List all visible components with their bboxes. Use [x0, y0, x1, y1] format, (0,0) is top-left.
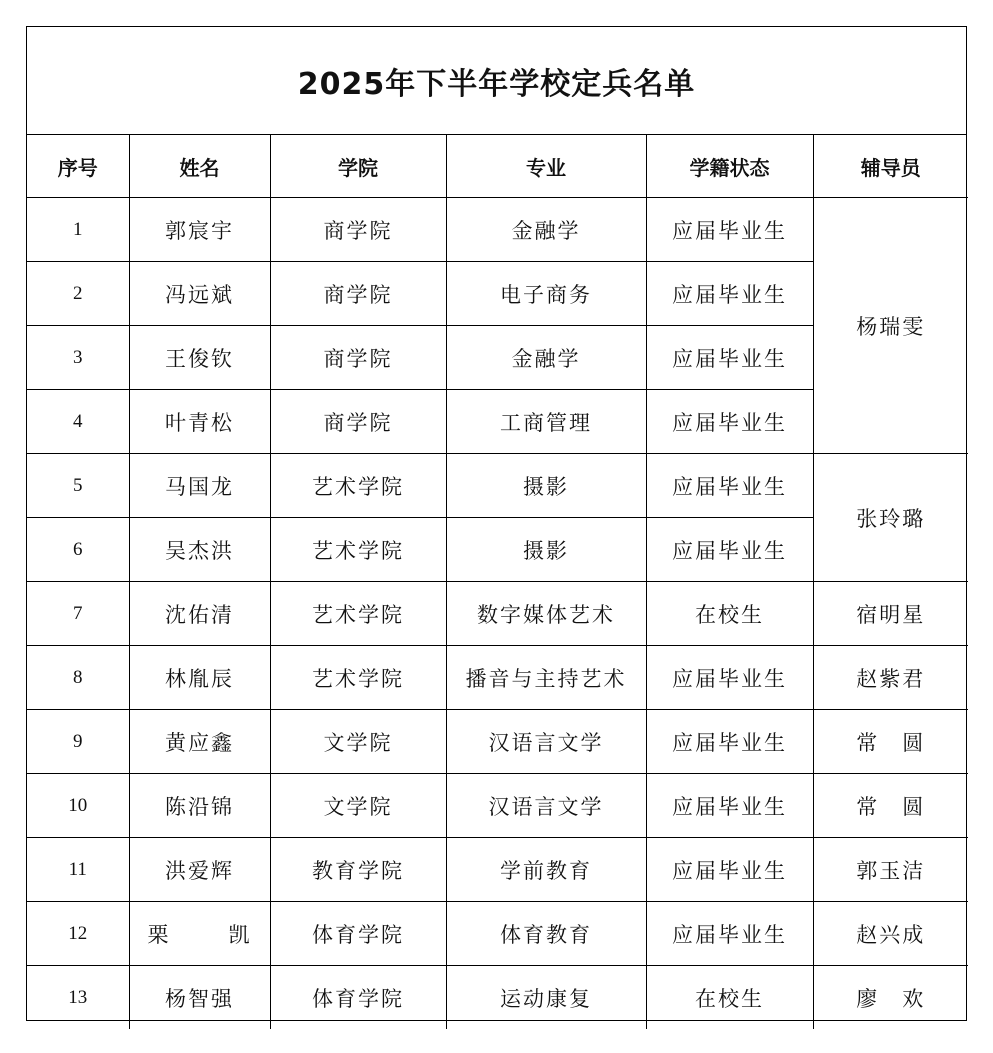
- header-counselor: 辅导员: [813, 135, 968, 198]
- table-row: [27, 966, 968, 1030]
- cell-major: 摄影: [446, 518, 646, 582]
- cell-college: 教育学院: [270, 838, 446, 902]
- cell-index: 10: [27, 774, 129, 838]
- cell-major: 汉语言文学: [446, 774, 646, 838]
- table-row: [27, 774, 968, 838]
- cell-name: 林胤辰: [129, 646, 270, 710]
- header-row: [27, 135, 968, 198]
- roster-table: [27, 135, 968, 1029]
- name-spread: [130, 919, 270, 949]
- cell-major: 金融学: [446, 198, 646, 262]
- name-part: 凯: [228, 922, 252, 947]
- roster-sheet: [26, 26, 967, 1021]
- cell-college: 艺术学院: [270, 518, 446, 582]
- header-major: 专业: [446, 135, 646, 198]
- cell-index: 3: [27, 326, 129, 390]
- header-college: 学院: [270, 135, 446, 198]
- cell-counselor: 郭玉洁: [813, 838, 968, 902]
- cell-college: 商学院: [270, 198, 446, 262]
- table-row: [27, 582, 968, 646]
- cell-status: 应届毕业生: [646, 262, 813, 326]
- cell-major: 体育教育: [446, 902, 646, 966]
- title-row: [27, 27, 966, 135]
- cell-counselor: 张玲璐: [813, 454, 968, 582]
- cell-index: 9: [27, 710, 129, 774]
- cell-name: 冯远斌: [129, 262, 270, 326]
- cell-status: 应届毕业生: [646, 710, 813, 774]
- cell-college: 商学院: [270, 262, 446, 326]
- cell-status: 应届毕业生: [646, 518, 813, 582]
- cell-name: 郭宸宇: [129, 198, 270, 262]
- cell-major: 电子商务: [446, 262, 646, 326]
- cell-college: 文学院: [270, 774, 446, 838]
- cell-status: 应届毕业生: [646, 390, 813, 454]
- cell-major: 汉语言文学: [446, 710, 646, 774]
- table-row: [27, 454, 968, 518]
- cell-status: 应届毕业生: [646, 838, 813, 902]
- cell-index: 1: [27, 198, 129, 262]
- table-row: [27, 710, 968, 774]
- cell-counselor: 杨瑞雯: [813, 198, 968, 454]
- cell-counselor: 常 圆: [813, 774, 968, 838]
- cell-counselor: 常 圆: [813, 710, 968, 774]
- cell-index: 11: [27, 838, 129, 902]
- cell-major: 数字媒体艺术: [446, 582, 646, 646]
- cell-index: 6: [27, 518, 129, 582]
- cell-name: 黄应鑫: [129, 710, 270, 774]
- cell-major: 工商管理: [446, 390, 646, 454]
- cell-name: 沈佑清: [129, 582, 270, 646]
- cell-name: 叶青松: [129, 390, 270, 454]
- cell-index: 12: [27, 902, 129, 966]
- cell-major: 播音与主持艺术: [446, 646, 646, 710]
- cell-index: 5: [27, 454, 129, 518]
- cell-college: 艺术学院: [270, 646, 446, 710]
- cell-college: 商学院: [270, 326, 446, 390]
- header-name: 姓名: [129, 135, 270, 198]
- table-row: [27, 838, 968, 902]
- cell-name: 吴杰洪: [129, 518, 270, 582]
- cell-index: 8: [27, 646, 129, 710]
- cell-major: 学前教育: [446, 838, 646, 902]
- cell-status: 应届毕业生: [646, 646, 813, 710]
- cell-name: 马国龙: [129, 454, 270, 518]
- cell-major: 运动康复: [446, 966, 646, 1030]
- cell-name: 洪爱辉: [129, 838, 270, 902]
- cell-name: 陈沿锦: [129, 774, 270, 838]
- header-index: 序号: [27, 135, 129, 198]
- cell-counselor: 赵兴成: [813, 902, 968, 966]
- cell-college: 文学院: [270, 710, 446, 774]
- cell-major: 摄影: [446, 454, 646, 518]
- cell-status: 应届毕业生: [646, 902, 813, 966]
- cell-counselor: 廖 欢: [813, 966, 968, 1030]
- cell-college: 艺术学院: [270, 454, 446, 518]
- cell-status: 应届毕业生: [646, 454, 813, 518]
- table-row: [27, 902, 968, 966]
- cell-counselor: 宿明星: [813, 582, 968, 646]
- table-row: [27, 646, 968, 710]
- cell-college: 体育学院: [270, 902, 446, 966]
- cell-index: 7: [27, 582, 129, 646]
- cell-status: 在校生: [646, 582, 813, 646]
- header-status: 学籍状态: [646, 135, 813, 198]
- cell-status: 应届毕业生: [646, 774, 813, 838]
- cell-counselor: 赵紫君: [813, 646, 968, 710]
- table-row: [27, 198, 968, 262]
- cell-name: 杨智强: [129, 966, 270, 1030]
- cell-index: 2: [27, 262, 129, 326]
- cell-index: 4: [27, 390, 129, 454]
- cell-name: 王俊钦: [129, 326, 270, 390]
- name-part: 栗: [147, 922, 171, 947]
- cell-status: 应届毕业生: [646, 198, 813, 262]
- cell-status: 在校生: [646, 966, 813, 1030]
- cell-college: 体育学院: [270, 966, 446, 1030]
- cell-name: [129, 902, 270, 966]
- cell-major: 金融学: [446, 326, 646, 390]
- cell-status: 应届毕业生: [646, 326, 813, 390]
- cell-index: 13: [27, 966, 129, 1030]
- cell-college: 艺术学院: [270, 582, 446, 646]
- cell-college: 商学院: [270, 390, 446, 454]
- page-title: 2025年下半年学校定兵名单: [297, 66, 696, 102]
